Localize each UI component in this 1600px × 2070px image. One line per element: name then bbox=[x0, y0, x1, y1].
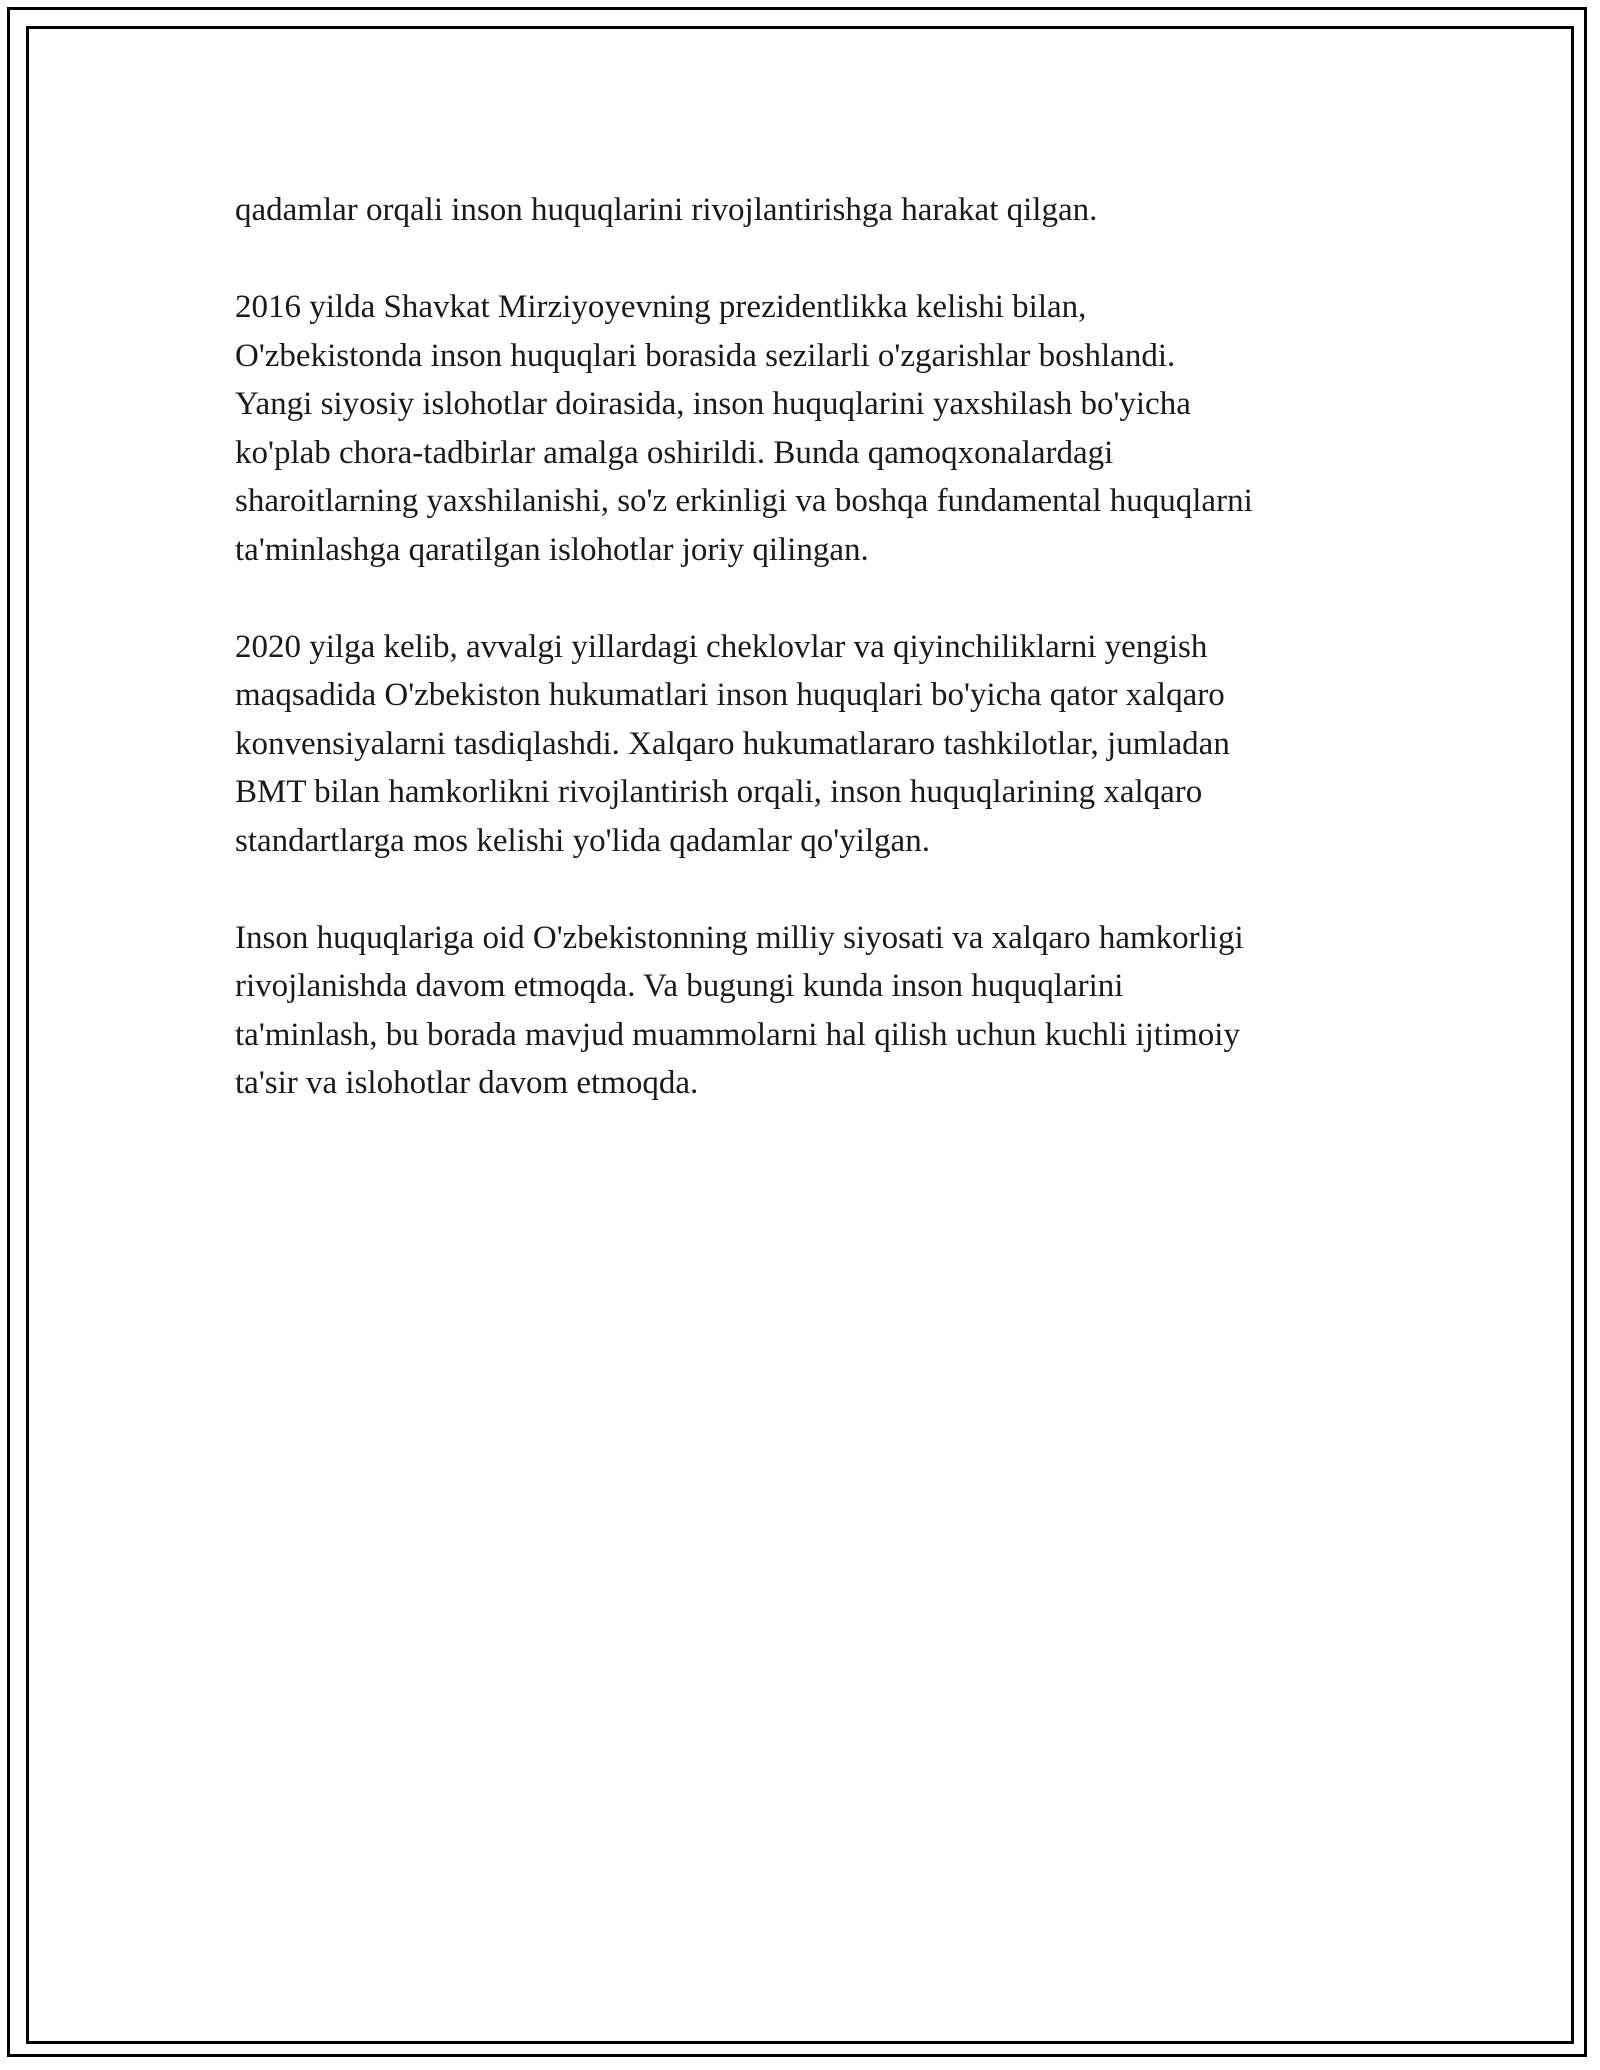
text-line: O'zbekistonda inson huquqlari borasida sezilarli o'zgarishlar boshlandi. bbox=[235, 337, 1176, 374]
text-line: sharoitlarning yaxshilanishi, so'z erkinligi va boshqa fundamental huquqlarni bbox=[235, 483, 1253, 519]
text-line: ta'minlash, bu borada mavjud muammolarni hal qilish uchun kuchli ijtimoiy bbox=[235, 1016, 1240, 1053]
text-line: qadamlar orqali inson huquqlarini rivojlantirishga harakat qilgan. bbox=[235, 192, 1098, 228]
text-line: rivojlanishda davom etmoqda. Va bugungi kunda inson huquqlarini bbox=[235, 968, 1124, 1004]
text-line: ta'sir va islohotlar davom etmoqda. bbox=[235, 1065, 699, 1101]
paragraph-1 bbox=[235, 186, 1395, 235]
paragraph-2 bbox=[235, 283, 1395, 574]
paragraph-4 bbox=[235, 914, 1395, 1108]
text-line: ta'minlashga qaratilgan islohotlar joriy qilingan. bbox=[235, 531, 869, 568]
text-line: konvensiyalarni tasdiqlashdi. Xalqaro hukumatlararo tashkilotlar, jumladan bbox=[235, 725, 1230, 762]
text-line: BMT bilan hamkorlikni rivojlantirish orqali, inson huquqlarining xalqaro bbox=[235, 774, 1203, 810]
paragraph-3 bbox=[235, 623, 1395, 866]
text-line: 2016 yilda Shavkat Mirziyoyevning prezidentlikka kelishi bilan, bbox=[235, 289, 1087, 325]
text-line: Inson huquqlariga oid O'zbekistonning milliy siyosati va xalqaro hamkorligi bbox=[235, 919, 1244, 956]
document-body bbox=[235, 186, 1395, 1156]
text-line: Yangi siyosiy islohotlar doirasida, inson huquqlarini yaxshilash bo'yicha bbox=[235, 386, 1191, 422]
text-line: ko'plab chora-tadbirlar amalga oshirildi. Bunda qamoqxonalardagi bbox=[235, 434, 1114, 471]
text-line: maqsadida O'zbekiston hukumatlari inson huquqlari bo'yicha qator xalqaro bbox=[235, 677, 1225, 713]
text-line: 2020 yilga kelib, avvalgi yillardagi cheklovlar va qiyinchiliklarni yengish bbox=[235, 628, 1208, 665]
text-line: standartlarga mos kelishi yo'lida qadamlar qo'yilgan. bbox=[235, 822, 930, 859]
